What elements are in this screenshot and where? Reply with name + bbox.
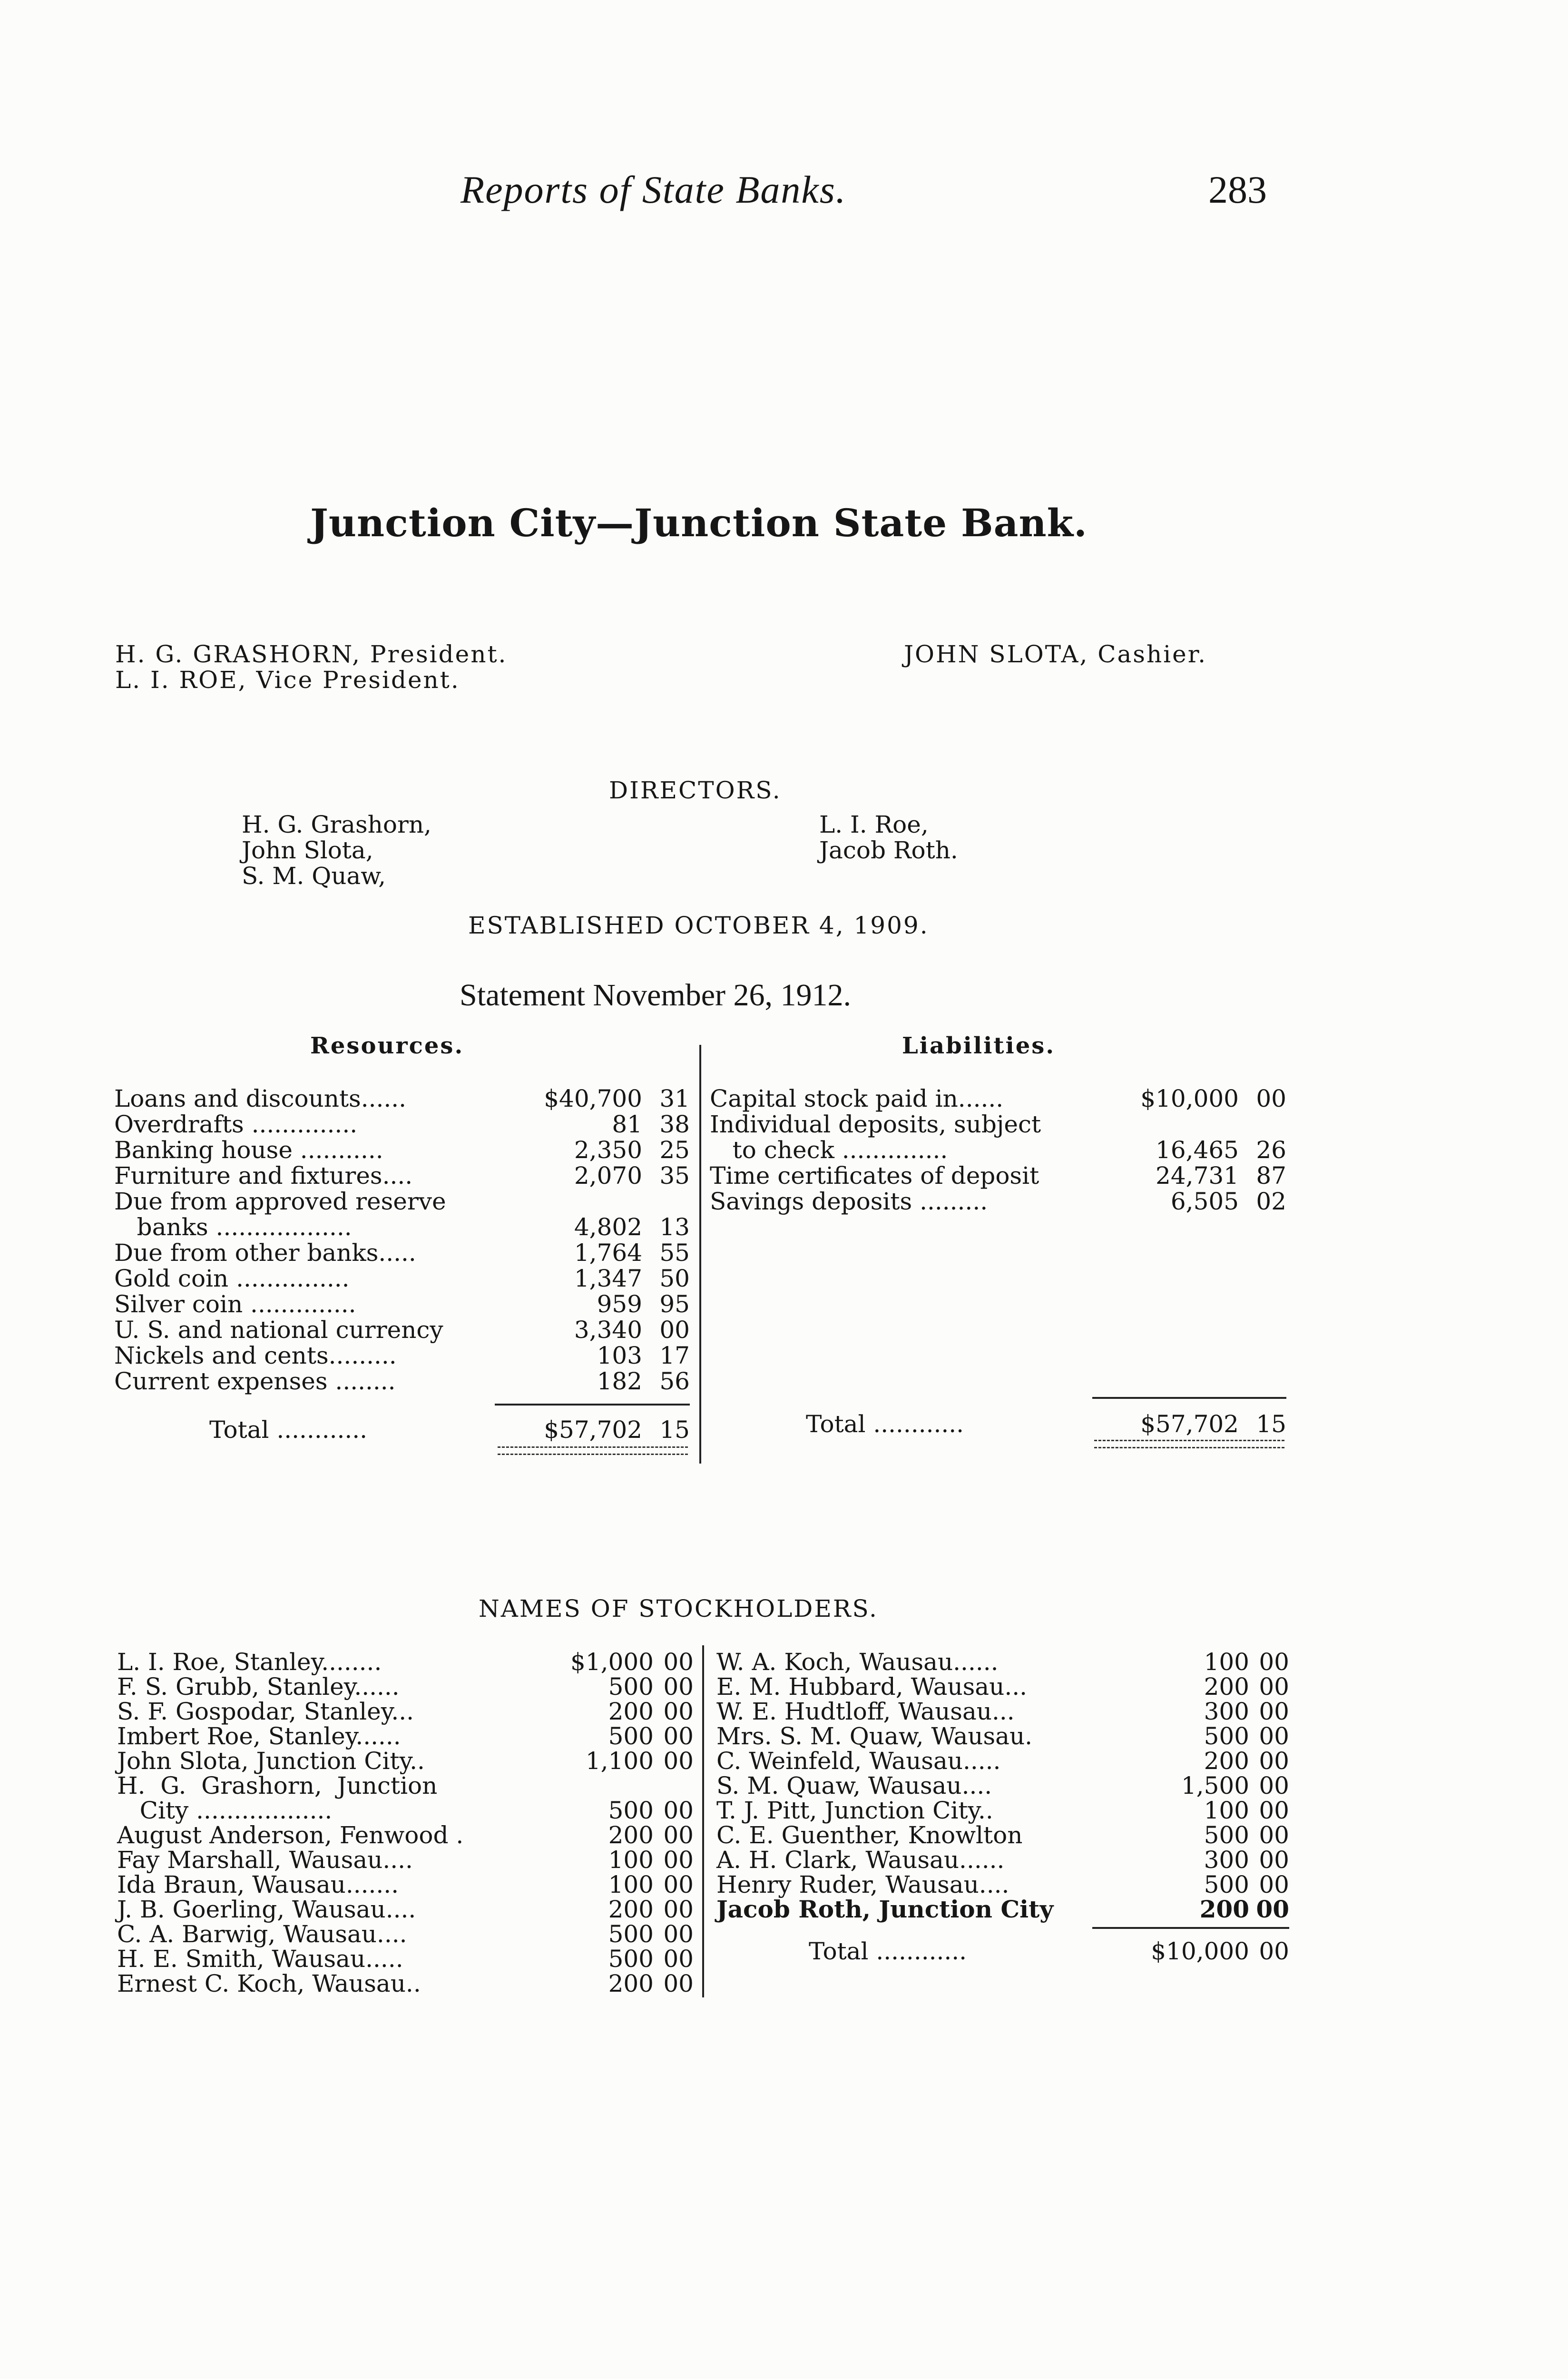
stockholder-dollars: 100: [1204, 1797, 1249, 1824]
table-row: [716, 1723, 1289, 1749]
table-row: [710, 1137, 1286, 1163]
stockholder-name: W. E. Hudtloff, Wausau...: [716, 1698, 1015, 1725]
stockholder-dollars: 300: [1204, 1698, 1249, 1725]
total-label: Total ............: [809, 1937, 967, 1965]
row-dollars: 103: [597, 1342, 642, 1369]
row-label: Loans and discounts......: [114, 1085, 407, 1112]
table-row: [114, 1291, 690, 1317]
stockholder-dollars: 200: [1204, 1673, 1249, 1701]
stockholder-dollars: 200: [1199, 1895, 1249, 1923]
stockholder-cents: 00: [663, 1821, 694, 1849]
stockholder-name: Fay Marshall, Wausau....: [117, 1846, 413, 1874]
table-row: [716, 1773, 1289, 1799]
row-cents: 02: [1256, 1188, 1286, 1215]
table-row: [114, 1368, 690, 1394]
row-cents: 26: [1256, 1136, 1286, 1164]
table-row: [114, 1163, 690, 1189]
row-dollars: 2,070: [574, 1162, 642, 1190]
row-cents: 35: [659, 1162, 690, 1190]
stockholder-cents: 00: [1259, 1698, 1289, 1725]
stockholder-dollars: 200: [608, 1821, 654, 1849]
row-label: Banking house ...........: [114, 1136, 383, 1164]
row-label: to check ..............: [710, 1136, 948, 1164]
stockholder-dollars: 500: [1204, 1871, 1249, 1898]
stockholder-dollars: 100: [608, 1846, 654, 1874]
stockholder-name: C. E. Guenther, Knowlton: [716, 1821, 1023, 1849]
total-cents: 15: [1256, 1410, 1286, 1438]
row-dollars: 81: [612, 1111, 642, 1138]
stockholder-name: F. S. Grubb, Stanley......: [117, 1673, 400, 1701]
directors-right: [819, 812, 958, 863]
resources-double-rule: [498, 1446, 688, 1455]
table-row: [114, 1189, 690, 1214]
row-dollars: $10,000: [1140, 1085, 1239, 1112]
stockholder-name: T. J. Pitt, Junction City..: [716, 1797, 993, 1824]
resources-total-row: [209, 1417, 690, 1443]
stockholder-dollars: 500: [608, 1797, 654, 1824]
table-row: [716, 1798, 1289, 1823]
stockholder-cents: 00: [663, 1970, 694, 1997]
stockholder-cents: 00: [663, 1747, 694, 1775]
stockholder-dollars: 100: [1204, 1648, 1249, 1676]
stockholder-name: W. A. Koch, Wausau......: [716, 1648, 999, 1676]
stockholder-cents: 00: [1259, 1871, 1289, 1898]
stockholder-cents: 00: [663, 1722, 694, 1750]
row-dollars: 959: [597, 1290, 642, 1318]
row-dollars: 1,347: [574, 1265, 642, 1292]
stockholder-dollars: 500: [608, 1945, 654, 1973]
stockholder-cents: 00: [1259, 1673, 1289, 1701]
row-cents: 00: [1256, 1085, 1286, 1112]
bank-title: Junction City—Junction State Bank.: [310, 501, 1088, 545]
stockholder-dollars: 500: [608, 1920, 654, 1948]
liabilities-double-rule: [1094, 1440, 1284, 1448]
row-dollars: 24,731: [1156, 1162, 1239, 1190]
stockholder-name: Imbert Roe, Stanley......: [117, 1722, 401, 1750]
row-label: Current expenses ........: [114, 1367, 396, 1395]
stockholder-cents: 00: [663, 1871, 694, 1898]
table-row: [117, 1699, 694, 1724]
stockholder-dollars: 1,100: [585, 1747, 654, 1775]
row-cents: 95: [659, 1290, 690, 1318]
stockholder-dollars: 200: [608, 1698, 654, 1725]
liabilities-heading: Liabilities.: [902, 1032, 1056, 1059]
stockholder-dollars: 1,500: [1181, 1772, 1249, 1799]
stockholder-name: A. H. Clark, Wausau......: [716, 1846, 1005, 1874]
row-cents: 25: [659, 1136, 690, 1164]
row-dollars: 182: [597, 1367, 642, 1395]
table-row: [117, 1723, 694, 1749]
table-row: [710, 1086, 1286, 1111]
row-label: Capital stock paid in......: [710, 1085, 1004, 1112]
row-dollars: 1,764: [574, 1239, 642, 1267]
row-label: Furniture and fixtures....: [114, 1162, 413, 1190]
total-label: Total ............: [806, 1410, 964, 1438]
table-row: [710, 1163, 1286, 1189]
row-cents: 87: [1256, 1162, 1286, 1190]
row-dollars: $40,700: [544, 1085, 642, 1112]
total-cents: 15: [659, 1416, 690, 1444]
stockholder-name: John Slota, Junction City..: [117, 1747, 425, 1775]
director-name: L. I. Roe,: [819, 811, 929, 838]
stockholder-name: H. E. Smith, Wausau.....: [117, 1945, 403, 1973]
stockholder-dollars: 100: [608, 1871, 654, 1898]
resources-total-rule: [495, 1404, 690, 1406]
stockholder-cents: 00: [663, 1896, 694, 1923]
stockholders-total-row: [809, 1938, 1289, 1964]
table-row: [716, 1748, 1289, 1774]
stockholder-dollars: 500: [1204, 1821, 1249, 1849]
vice-president: L. I. ROE, Vice President.: [115, 666, 460, 694]
row-label: Overdrafts ..............: [114, 1111, 358, 1138]
table-row: [114, 1240, 690, 1266]
directors-heading: DIRECTORS.: [609, 777, 782, 804]
row-label: U. S. and national currency: [114, 1316, 443, 1344]
stockholder-cents: 00: [1259, 1821, 1289, 1849]
table-row: [716, 1822, 1289, 1848]
stockholder-name: S. M. Quaw, Wausau....: [716, 1772, 992, 1799]
liabilities-total-row: [806, 1411, 1286, 1437]
stockholder-name: Henry Ruder, Wausau....: [716, 1871, 1009, 1898]
row-label: Savings deposits .........: [710, 1188, 988, 1215]
director-name: Jacob Roth.: [819, 836, 958, 864]
row-cents: 31: [659, 1085, 690, 1112]
stockholder-cents: 00: [1259, 1722, 1289, 1750]
stockholder-name: Mrs. S. M. Quaw, Wausau.: [716, 1722, 1033, 1750]
table-row: [716, 1674, 1289, 1700]
table-row: [117, 1798, 694, 1823]
stockholders-total-rule: [1092, 1927, 1289, 1929]
established-date: ESTABLISHED OCTOBER 4, 1909.: [468, 912, 929, 939]
stockholder-name: H. G. Grashorn, Junction: [117, 1772, 438, 1799]
stockholder-dollars: 500: [1204, 1722, 1249, 1750]
table-row: [114, 1137, 690, 1163]
liabilities-total-rule: [1092, 1397, 1286, 1399]
directors-left: [242, 812, 431, 889]
row-cents: 55: [659, 1239, 690, 1267]
row-dollars: 3,340: [574, 1316, 642, 1344]
table-row: [114, 1317, 690, 1343]
stockholder-name: S. F. Gospodar, Stanley...: [117, 1698, 414, 1725]
row-cents: 17: [659, 1342, 690, 1369]
row-label: Due from approved reserve: [114, 1188, 446, 1215]
stockholder-name: Ida Braun, Wausau.......: [117, 1871, 399, 1898]
stockholder-cents: 00: [1259, 1747, 1289, 1775]
stockholder-name: C. Weinfeld, Wausau.....: [716, 1747, 1001, 1775]
cashier: JOHN SLOTA, Cashier.: [904, 640, 1207, 668]
row-dollars: 2,350: [574, 1136, 642, 1164]
row-label: Silver coin ..............: [114, 1290, 356, 1318]
table-row: [716, 1847, 1289, 1873]
table-row: [716, 1897, 1289, 1922]
stockholders-divider: [702, 1645, 704, 1997]
table-row: [716, 1699, 1289, 1724]
total-dollars: $57,702: [544, 1416, 642, 1444]
stockholder-cents: 00: [1259, 1846, 1289, 1874]
stockholder-name: Ernest C. Koch, Wausau..: [117, 1970, 421, 1997]
table-row: [117, 1946, 694, 1972]
stockholder-cents: 00: [1259, 1772, 1289, 1799]
stockholder-dollars: 200: [1204, 1747, 1249, 1775]
stockholder-dollars: 500: [608, 1673, 654, 1701]
table-row: [117, 1897, 694, 1922]
stockholder-cents: 00: [663, 1920, 694, 1948]
table-row: [117, 1971, 694, 1996]
row-label: Due from other banks.....: [114, 1239, 416, 1267]
director-name: S. M. Quaw,: [242, 862, 386, 890]
stockholder-name: City ..................: [117, 1797, 333, 1824]
stockholder-cents: 00: [663, 1797, 694, 1824]
table-row: [117, 1921, 694, 1947]
row-dollars: 6,505: [1170, 1188, 1239, 1215]
stockholder-cents: 00: [663, 1648, 694, 1676]
row-cents: 00: [659, 1316, 690, 1344]
stockholder-cents: 00: [663, 1846, 694, 1874]
row-label: Gold coin ...............: [114, 1265, 350, 1292]
stockholder-cents: 00: [663, 1945, 694, 1973]
stockholder-name: E. M. Hubbard, Wausau...: [716, 1673, 1028, 1701]
total-dollars: $10,000: [1151, 1937, 1249, 1965]
table-row: [117, 1674, 694, 1700]
running-title: Reports of State Banks.: [461, 168, 847, 211]
stockholder-dollars: $1,000: [570, 1648, 654, 1676]
row-cents: 56: [659, 1367, 690, 1395]
row-dollars: 16,465: [1156, 1136, 1239, 1164]
row-label: Time certificates of deposit: [710, 1162, 1039, 1190]
table-row: [114, 1266, 690, 1291]
table-row: [114, 1111, 690, 1137]
stockholder-name: J. B. Goerling, Wausau....: [117, 1896, 416, 1923]
stockholder-dollars: 200: [608, 1896, 654, 1923]
table-row: [117, 1649, 694, 1675]
row-dollars: 4,802: [574, 1213, 642, 1241]
row-label: banks ..................: [114, 1213, 352, 1241]
stockholder-dollars: 300: [1204, 1846, 1249, 1874]
table-row: [710, 1189, 1286, 1214]
table-row: [114, 1086, 690, 1111]
stockholder-cents: 00: [663, 1673, 694, 1701]
table-row: [117, 1822, 694, 1848]
total-dollars: $57,702: [1140, 1410, 1239, 1438]
row-cents: 38: [659, 1111, 690, 1138]
row-cents: 13: [659, 1213, 690, 1241]
director-name: H. G. Grashorn,: [242, 811, 431, 838]
resources-heading: Resources.: [310, 1032, 464, 1059]
statement-divider: [699, 1045, 701, 1464]
stockholder-cents: 00: [1256, 1895, 1289, 1923]
table-row: [114, 1214, 690, 1240]
table-row: [117, 1773, 694, 1799]
table-row: [114, 1343, 690, 1368]
stockholder-name: Jacob Roth, Junction City: [716, 1895, 1054, 1923]
stockholder-cents: 00: [1259, 1648, 1289, 1676]
table-row: [716, 1649, 1289, 1675]
stockholder-cents: 00: [663, 1698, 694, 1725]
president: H. G. GRASHORN, President.: [115, 640, 508, 668]
table-row: [716, 1872, 1289, 1897]
page-number: 283: [1208, 168, 1267, 211]
row-label: Individual deposits, subject: [710, 1111, 1041, 1138]
stockholder-cents: 00: [1259, 1797, 1289, 1824]
table-row: [117, 1748, 694, 1774]
stockholder-name: C. A. Barwig, Wausau....: [117, 1920, 407, 1948]
row-label: Nickels and cents.........: [114, 1342, 397, 1369]
stockholder-dollars: 500: [608, 1722, 654, 1750]
stockholder-name: L. I. Roe, Stanley........: [117, 1648, 382, 1676]
statement-title: Statement November 26, 1912.: [460, 978, 852, 1013]
stockholder-dollars: 200: [608, 1970, 654, 1997]
total-label: Total ............: [209, 1416, 368, 1444]
row-cents: 50: [659, 1265, 690, 1292]
stockholder-name: August Anderson, Fenwood .: [117, 1821, 464, 1849]
table-row: [710, 1111, 1286, 1137]
table-row: [117, 1872, 694, 1897]
total-cents: 00: [1259, 1937, 1289, 1965]
stockholders-heading: NAMES OF STOCKHOLDERS.: [479, 1595, 878, 1622]
director-name: John Slota,: [242, 836, 373, 864]
table-row: [117, 1847, 694, 1873]
